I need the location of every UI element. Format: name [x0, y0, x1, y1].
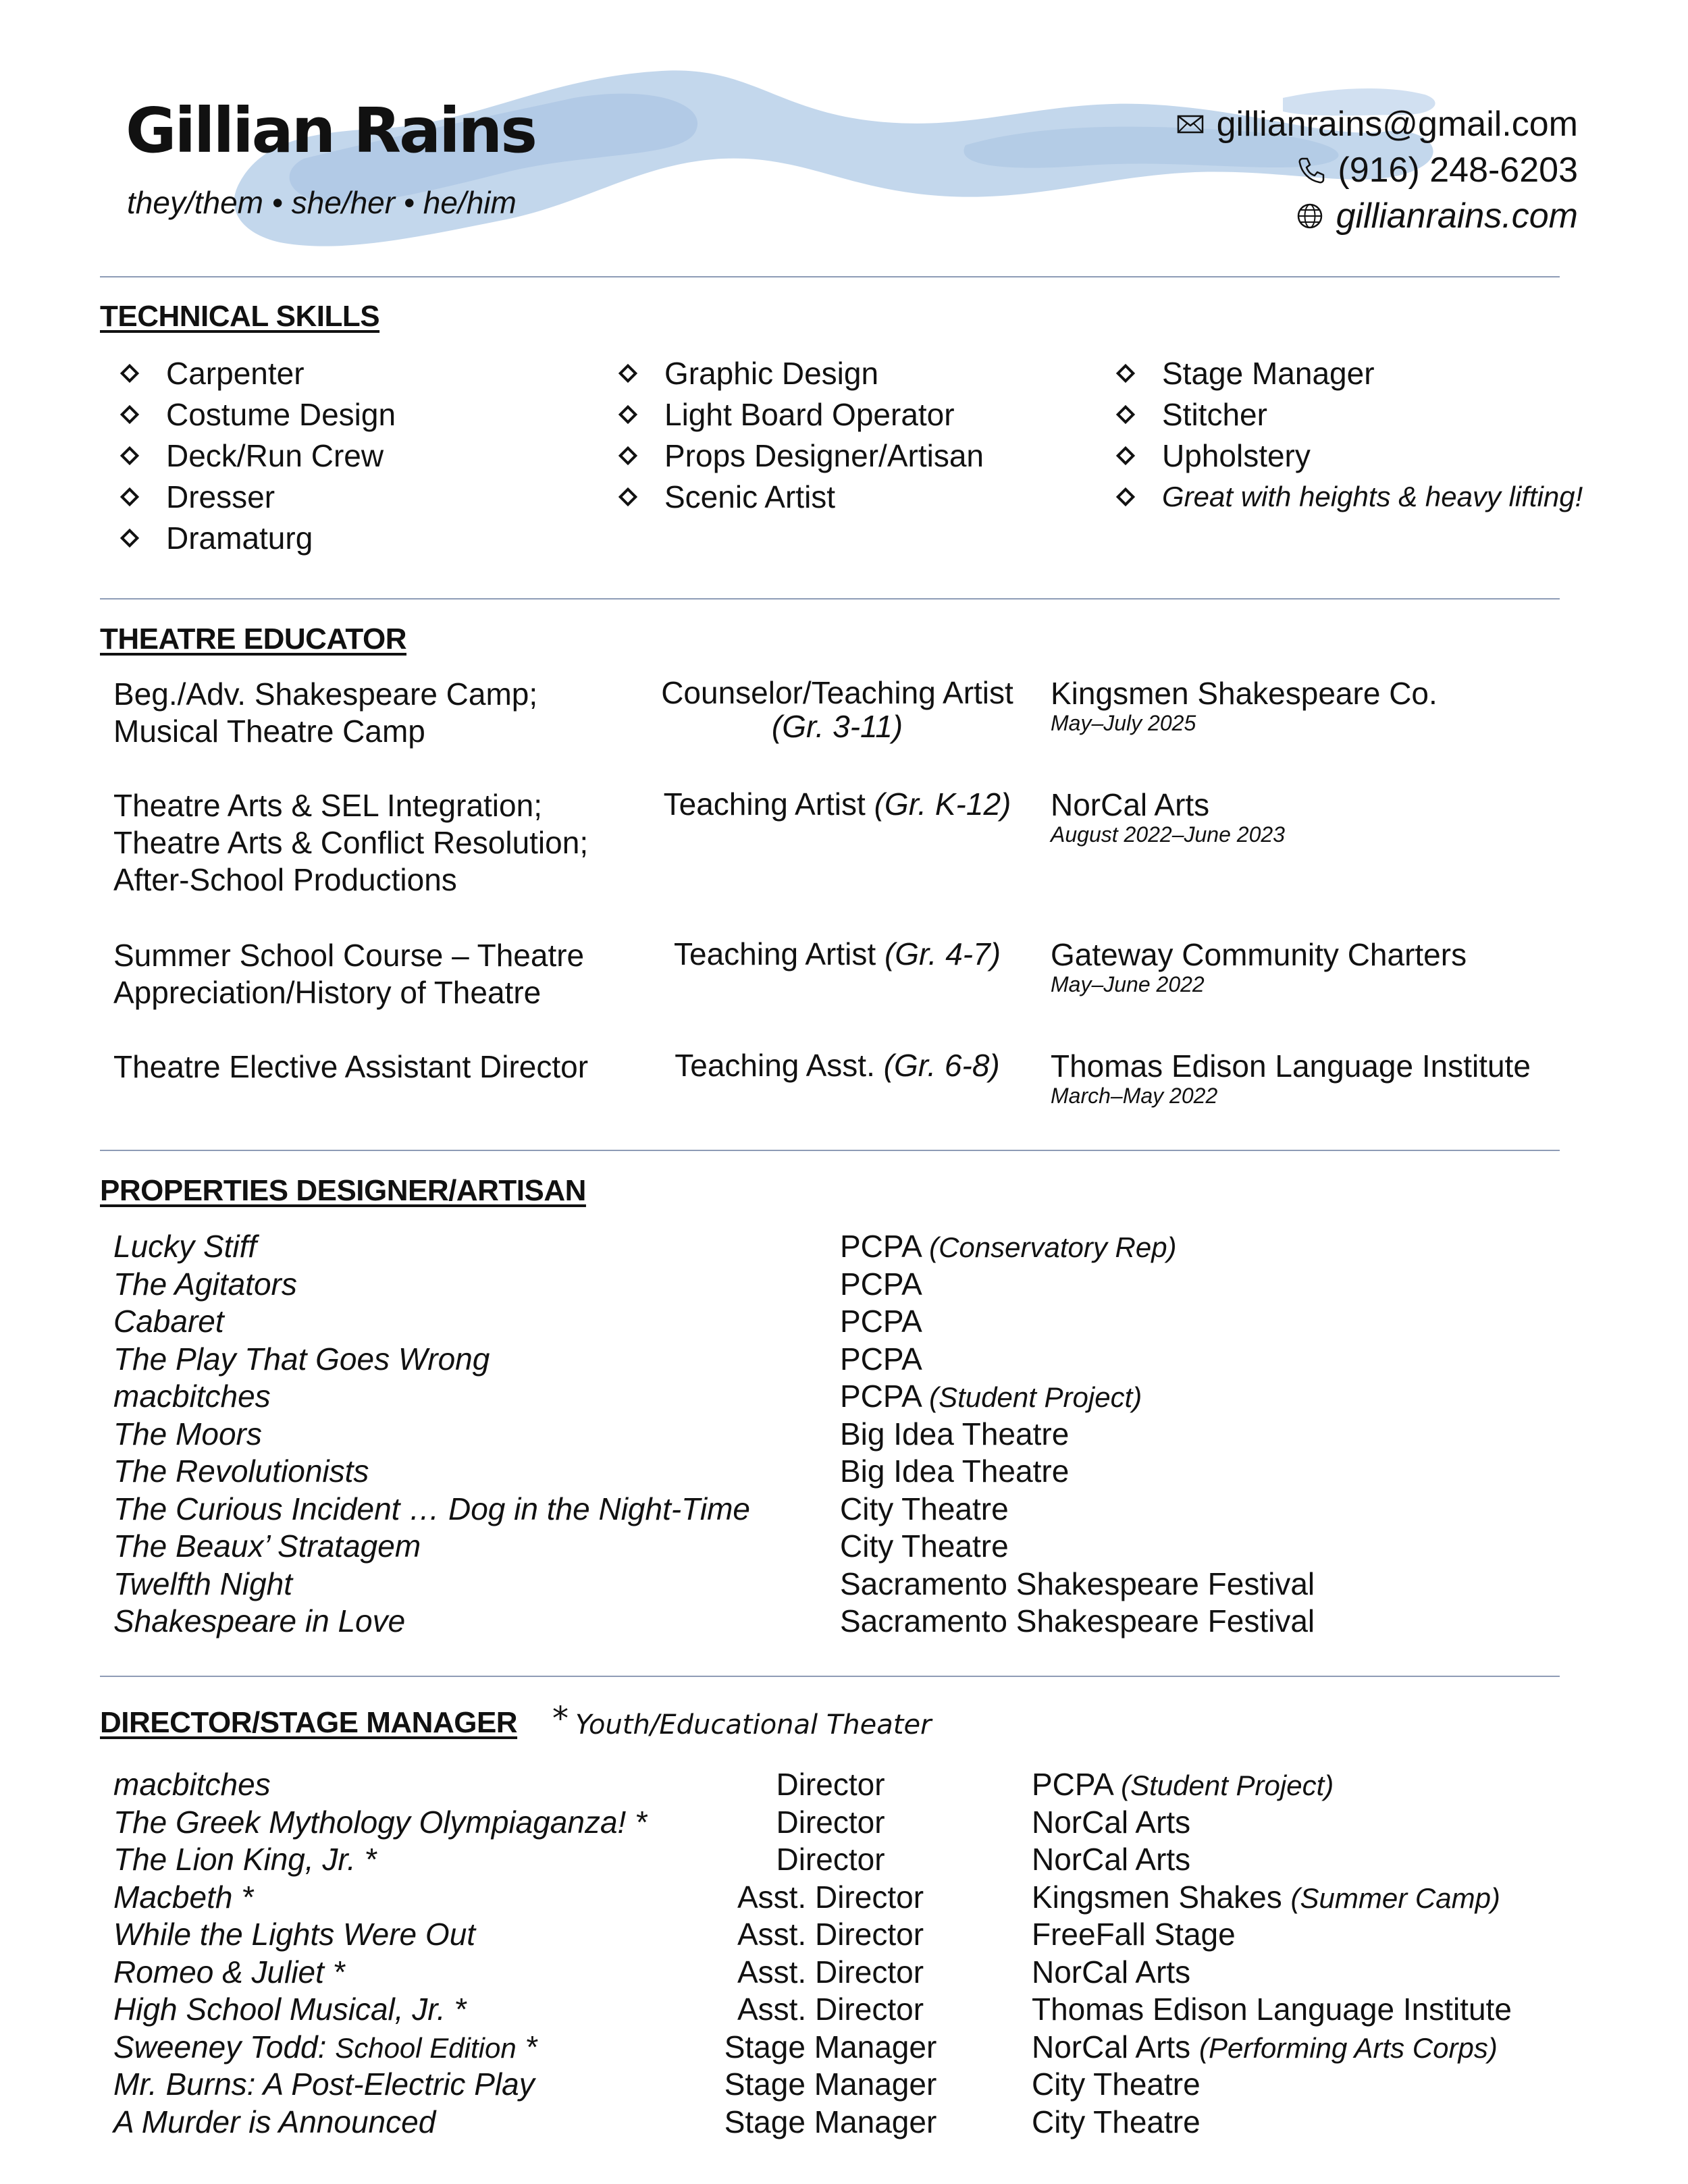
show-title: Lucky Stiff [113, 1229, 257, 1264]
list-item [0, 1266, 1688, 1304]
email-line[interactable] [1175, 101, 1578, 147]
venue [840, 1416, 1069, 1454]
show-title: The Revolutionists [113, 1454, 369, 1489]
show-title: High School Musical, Jr. [113, 1992, 446, 2027]
list-item [0, 1566, 1688, 1603]
organization-cell [1051, 787, 1591, 847]
list-item [0, 1341, 1688, 1379]
website-line[interactable] [1175, 193, 1578, 239]
role: Director [776, 1804, 885, 1840]
properties-heading: PROPERTIES DESIGNER/ARTISAN [100, 1174, 586, 1207]
youth-marker: * [525, 2029, 537, 2065]
show-title-cell [113, 1879, 253, 1917]
date-range: August 2022–June 2023 [1051, 822, 1285, 847]
list-item [0, 1228, 1688, 1266]
venue-note: (Performing Arts Corps) [1198, 2031, 1498, 2064]
role: Asst. Director [737, 1917, 924, 1952]
venue-name: NorCal Arts [1032, 1842, 1191, 1877]
show-title: The Lion King, Jr. [113, 1842, 356, 1877]
venue [840, 1378, 1142, 1416]
venue-name: City Theatre [840, 1528, 1009, 1564]
venue [840, 1303, 922, 1341]
venue-note: (Student Project) [929, 1381, 1142, 1413]
program-name: Theatre Elective Assistant Director [113, 1049, 589, 1084]
venue-name: City Theatre [1032, 2067, 1201, 2102]
diamond-bullet-icon [618, 487, 637, 506]
show-title-cell [113, 1766, 271, 1804]
show-title-cell [113, 1954, 345, 1992]
section-divider [100, 1150, 1560, 1151]
show-title-cell [113, 1804, 647, 1842]
role-cell [641, 1048, 1033, 1082]
list-item [0, 1841, 1688, 1879]
skill-item: Carpenter [109, 352, 396, 394]
venue-name: PCPA [840, 1266, 922, 1302]
list-item [0, 1916, 1688, 1954]
venue-name: Big Idea Theatre [840, 1416, 1070, 1451]
venue-note: (Conservatory Rep) [929, 1231, 1177, 1263]
role-title: Teaching Artist [673, 936, 876, 971]
venue [1032, 1916, 1236, 1954]
show-title-cell [113, 1991, 466, 2029]
diamond-bullet-icon [618, 404, 637, 423]
program-name: Theatre Arts & SEL Integration; Theatre Arts & Conflict Resolution; After-School Productions [113, 788, 589, 897]
show-title: Shakespeare in Love [113, 1603, 406, 1639]
venue [840, 1566, 1315, 1603]
skill-item: Dresser [109, 476, 396, 517]
venue [1032, 2104, 1201, 2141]
show-title-cell [113, 1841, 377, 1879]
list-item [0, 2104, 1688, 2141]
skills-column-3 [1105, 352, 1583, 517]
skill-item: Stage Manager [1105, 352, 1583, 394]
list-item [0, 1954, 1688, 1992]
youth-marker: * [241, 1879, 254, 1915]
list-item [0, 1378, 1688, 1416]
date-range: May–June 2022 [1051, 972, 1205, 996]
venue [840, 1228, 1177, 1267]
role: Director [776, 1767, 885, 1802]
director-heading: DIRECTOR/STAGE MANAGER [100, 1706, 518, 1739]
section-divider [100, 598, 1560, 600]
educator-heading: THEATRE EDUCATOR [100, 622, 406, 656]
pronouns: they/them • she/her • he/him [127, 185, 517, 220]
section-divider [100, 276, 1560, 277]
skill-item: Scenic Artist [608, 476, 984, 517]
show-title: Macbeth [113, 1879, 233, 1915]
venue [840, 1266, 922, 1304]
venue [1032, 1804, 1190, 1842]
properties-list [0, 1228, 1688, 1641]
skill-item: Deck/Run Crew [109, 435, 396, 476]
skills-column-2 [608, 352, 984, 517]
venue [1032, 1766, 1334, 1805]
program-name: Beg./Adv. Shakespeare Camp; Musical Theatre Camp [113, 676, 538, 749]
skill-item: Graphic Design [608, 352, 984, 394]
show-title: Romeo & Juliet [113, 1954, 324, 1990]
organization-name: Gateway Community Charters [1051, 937, 1467, 972]
venue-name: City Theatre [1032, 2104, 1201, 2139]
venue [840, 1453, 1069, 1491]
venue-name: PCPA [1032, 1767, 1113, 1802]
date-range: March–May 2022 [1051, 1084, 1218, 1108]
mail-icon [1175, 109, 1206, 140]
youth-marker: * [332, 1954, 345, 1990]
show-title: Mr. Burns: A Post-Electric Play [113, 2067, 535, 2102]
diamond-bullet-icon [120, 446, 139, 464]
diamond-bullet-icon [1116, 487, 1135, 506]
show-title: The Curious Incident … Dog in the Night-Time [113, 1491, 750, 1526]
venue-name: PCPA [840, 1229, 921, 1264]
show-title: A Murder is Announced [113, 2104, 436, 2139]
grade-range: (Gr. K-12) [874, 787, 1011, 822]
diamond-bullet-icon [120, 528, 139, 547]
skill-item: Stitcher [1105, 394, 1583, 435]
skill-item: Upholstery [1105, 435, 1583, 476]
venue [1032, 1841, 1190, 1879]
venue-note: (Summer Camp) [1290, 1882, 1500, 1914]
list-item [0, 1416, 1688, 1454]
show-title: Sweeney Todd: [113, 2029, 327, 2065]
list-item [0, 1453, 1688, 1491]
phone-number[interactable]: (916) 248-6203 [1338, 151, 1578, 190]
venue [1032, 1879, 1500, 1917]
date-range: May–July 2025 [1051, 711, 1196, 735]
venue [840, 1491, 1009, 1528]
venue-name: NorCal Arts [1032, 1804, 1191, 1840]
organization-cell [1051, 1048, 1591, 1108]
show-title-cell [113, 2066, 535, 2104]
organization-cell [1051, 937, 1591, 996]
venue [1032, 1954, 1190, 1992]
role: Asst. Director [737, 1879, 924, 1915]
venue [840, 1528, 1009, 1566]
venue-name: Thomas Edison Language Institute [1032, 1992, 1512, 2027]
role-cell [641, 787, 1033, 821]
role: Asst. Director [737, 1954, 924, 1990]
role-title: Teaching Asst. [675, 1048, 875, 1083]
organization-name: Kingsmen Shakespeare Co. [1051, 676, 1438, 711]
show-edition: School Edition [335, 2031, 517, 2064]
list-item [0, 1303, 1688, 1341]
phone-icon [1296, 155, 1327, 186]
venue-name: Kingsmen Shakes [1032, 1879, 1282, 1915]
diamond-bullet-icon [1116, 446, 1135, 464]
show-title: macbitches [113, 1767, 271, 1802]
skill-item: Props Designer/Artisan [608, 435, 984, 476]
skill-item: Costume Design [109, 394, 396, 435]
show-title: The Agitators [113, 1266, 297, 1302]
show-title: While the Lights Were Out [113, 1917, 476, 1952]
list-item [0, 1879, 1688, 1917]
venue-name: Sacramento Shakespeare Festival [840, 1566, 1315, 1601]
venue-name: PCPA [840, 1304, 922, 1339]
venue [840, 1341, 922, 1379]
show-title: Cabaret [113, 1304, 224, 1339]
show-title-cell [113, 1916, 475, 1954]
show-title: macbitches [113, 1379, 271, 1414]
role: Asst. Director [737, 1992, 924, 2027]
legend-text: Youth/Educational Theater [575, 1709, 932, 1740]
diamond-bullet-icon [120, 404, 139, 423]
skill-item: Light Board Operator [608, 394, 984, 435]
asterisk-marker: * [552, 1700, 569, 1738]
list-item [0, 1491, 1688, 1528]
list-item [0, 1766, 1688, 1804]
venue-name: FreeFall Stage [1032, 1917, 1236, 1952]
show-title: The Greek Mythology Olympiaganza! [113, 1804, 627, 1840]
role: Stage Manager [724, 2029, 937, 2065]
venue-name: NorCal Arts [1032, 1954, 1191, 1990]
globe-icon [1294, 201, 1325, 232]
role-cell [641, 676, 1033, 743]
grade-range: (Gr. 6-8) [883, 1048, 1000, 1083]
diamond-bullet-icon [618, 363, 637, 382]
skill-item-note: Great with heights & heavy lifting! [1105, 476, 1583, 517]
venue [1032, 2066, 1201, 2104]
venue-name: Sacramento Shakespeare Festival [840, 1603, 1315, 1639]
youth-marker: * [454, 1992, 467, 2027]
section-divider [100, 1676, 1560, 1677]
youth-marker: * [364, 1842, 377, 1877]
venue-note: (Student Project) [1121, 1769, 1334, 1801]
list-item [0, 1528, 1688, 1566]
youth-theater-legend [552, 1700, 932, 1740]
list-item [0, 2029, 1688, 2067]
diamond-bullet-icon [618, 446, 637, 464]
show-title: The Play That Goes Wrong [113, 1341, 490, 1377]
venue [1032, 2029, 1498, 2067]
grade-range: (Gr. 3-11) [771, 709, 903, 744]
venue-name: Big Idea Theatre [840, 1454, 1070, 1489]
email-link[interactable]: gillianrains@gmail.com [1216, 105, 1578, 144]
role: Director [776, 1842, 885, 1877]
diamond-bullet-icon [1116, 363, 1135, 382]
show-title: The Beaux’ Stratagem [113, 1528, 421, 1564]
show-title-cell [113, 2029, 537, 2067]
list-item [0, 2066, 1688, 2104]
skills-column-1 [109, 352, 396, 558]
website-link[interactable]: gillianrains.com [1336, 196, 1578, 236]
skill-item: Dramaturg [109, 517, 396, 558]
role-cell [641, 937, 1033, 971]
diamond-bullet-icon [120, 363, 139, 382]
program-name: Summer School Course – Theatre Appreciation/History of Theatre [113, 938, 585, 1010]
role-title: Counselor/Teaching Artist [661, 675, 1013, 710]
grade-range: (Gr. 4-7) [884, 936, 1001, 971]
diamond-bullet-icon [1116, 404, 1135, 423]
list-item [0, 1991, 1688, 2029]
venue [840, 1603, 1315, 1641]
candidate-name: Gillian Rains [126, 95, 535, 167]
show-title: Twelfth Night [113, 1566, 293, 1601]
organization-cell [1051, 676, 1591, 735]
organization-name: Thomas Edison Language Institute [1051, 1048, 1531, 1084]
list-item [0, 1603, 1688, 1641]
organization-name: NorCal Arts [1051, 787, 1210, 822]
role: Stage Manager [724, 2067, 937, 2102]
venue-name: PCPA [840, 1341, 922, 1377]
venue-name: PCPA [840, 1379, 921, 1414]
contact-block [1175, 101, 1578, 239]
venue [1032, 1991, 1512, 2029]
youth-marker: * [635, 1804, 648, 1840]
phone-line[interactable] [1175, 147, 1578, 193]
list-item [0, 1804, 1688, 1842]
role: Stage Manager [724, 2104, 937, 2139]
skills-heading: TECHNICAL SKILLS [100, 300, 380, 333]
role-title: Teaching Artist [663, 787, 866, 822]
venue-name: City Theatre [840, 1491, 1009, 1526]
show-title: The Moors [113, 1416, 262, 1451]
venue-name: NorCal Arts [1032, 2029, 1191, 2065]
show-title-cell [113, 2104, 436, 2141]
director-list [0, 1766, 1688, 2141]
diamond-bullet-icon [120, 487, 139, 506]
